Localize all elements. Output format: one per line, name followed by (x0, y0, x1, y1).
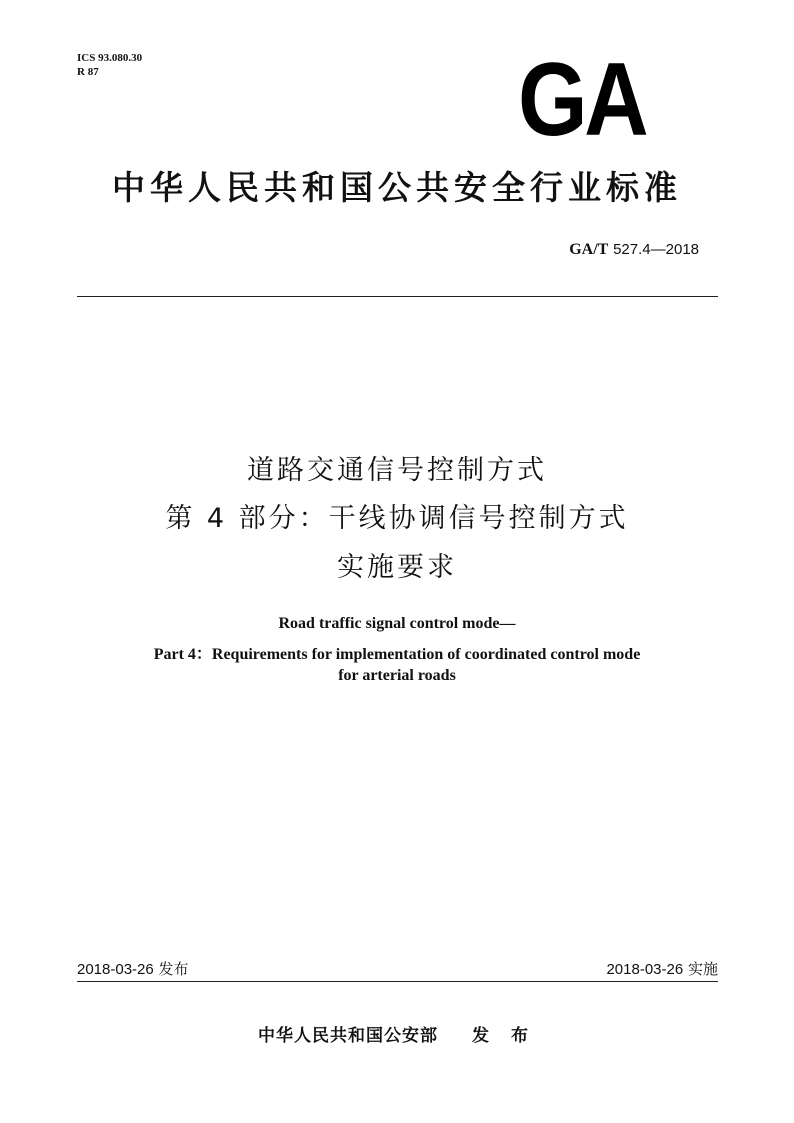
title-cn-line-3: 实施要求 (337, 552, 457, 583)
bottom-divider (77, 981, 718, 982)
implementation-label: 实施 (687, 960, 718, 978)
issuer-line (0, 1021, 794, 1046)
ics-code: ICS 93.080.30 (77, 52, 143, 64)
top-divider (77, 296, 718, 297)
issuer-action: 发 布 (472, 1026, 536, 1046)
issue-label: 发布 (158, 960, 189, 978)
standard-number-prefix: GA/T (569, 241, 609, 258)
classification-codes (77, 51, 142, 79)
issue-date-line (77, 958, 189, 979)
ccs-code: R 87 (77, 66, 99, 78)
title-en-line-2: Part 4：Requirements for implementation of coordinated control mode (153, 646, 641, 663)
standard-number-value: 527.4—2018 (613, 241, 699, 258)
standard-number (569, 240, 699, 259)
implementation-date-line (606, 958, 718, 979)
implementation-date: 2018-03-26 (606, 961, 684, 978)
standard-category-title: 中华人民共和国公共安全行业标准 (112, 168, 682, 207)
title-cn-line-2: 第 4 部分：干线协调信号控制方式 (165, 503, 629, 534)
title-en-line-3: for arterial roads (338, 667, 456, 684)
issuer-name: 中华人民共和国公安部 (258, 1026, 439, 1046)
title-cn-line-1: 道路交通信号控制方式 (247, 455, 547, 486)
title-en-line-1: Road traffic signal control mode— (278, 615, 516, 632)
issue-date: 2018-03-26 (77, 961, 154, 978)
ga-logo: GA (518, 42, 646, 158)
